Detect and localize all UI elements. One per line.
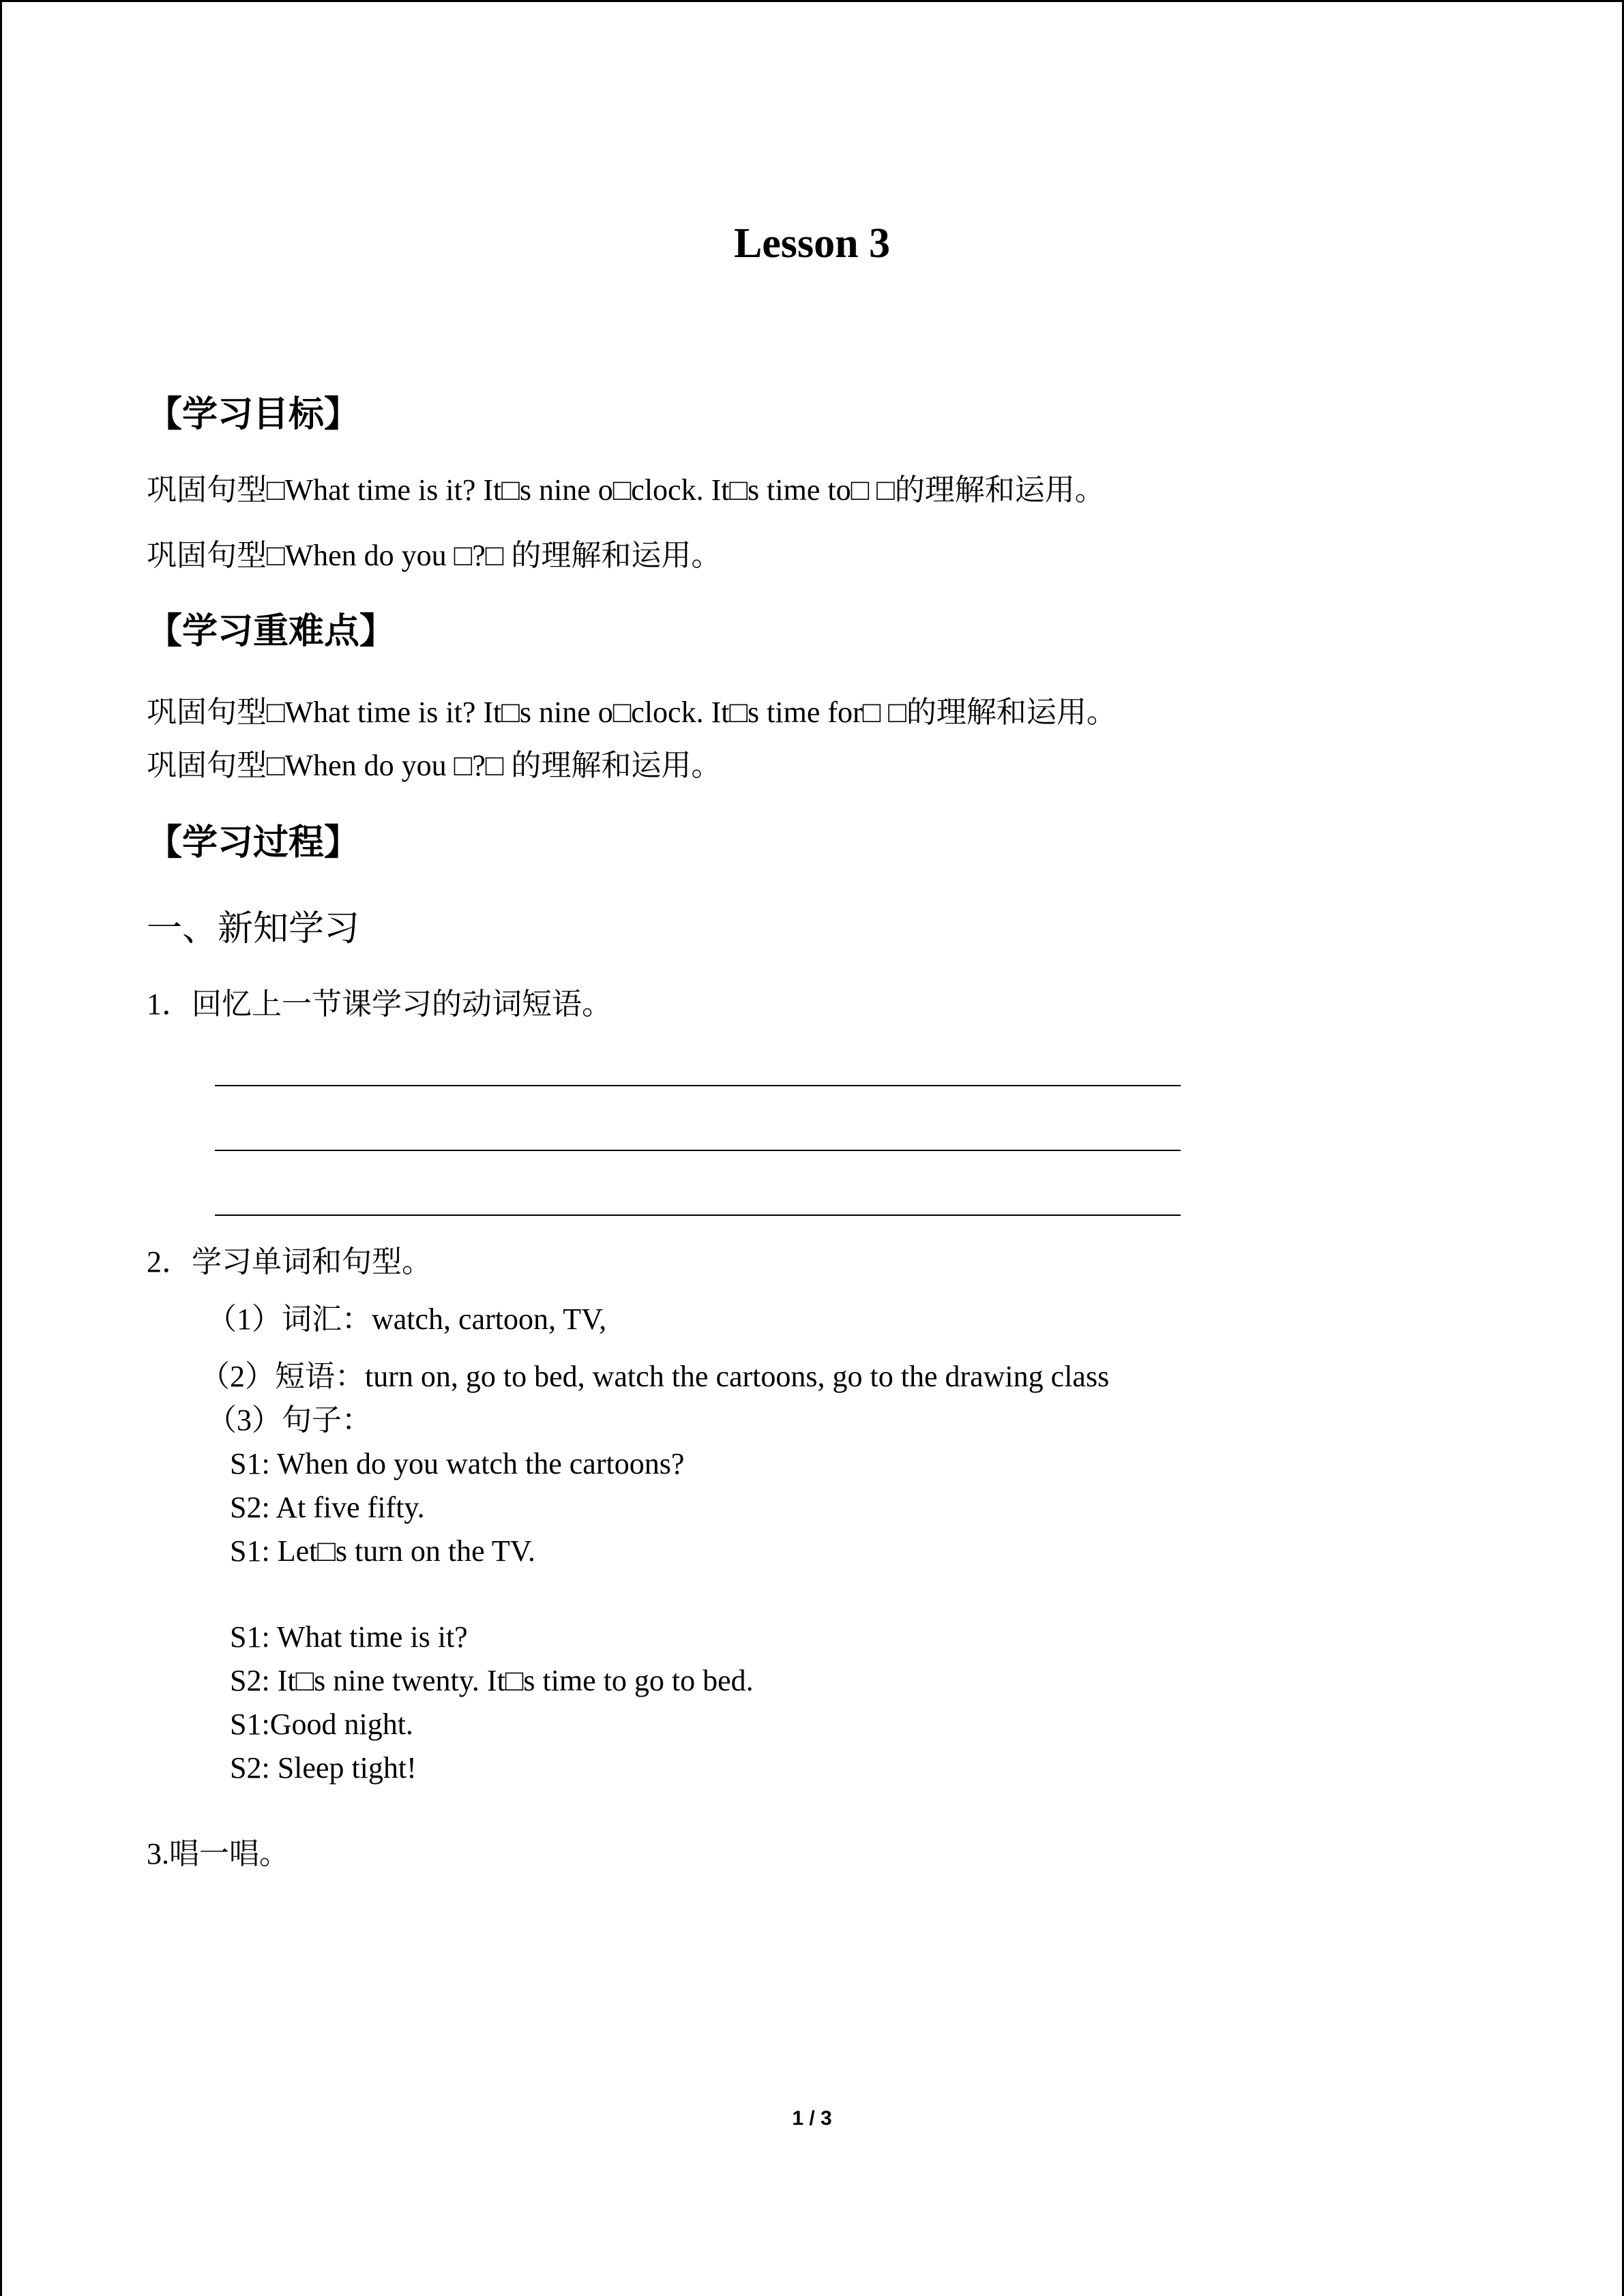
process-heading: 【学习过程】	[147, 822, 360, 863]
dialogue-line: S1: When do you watch the cartoons?	[230, 1447, 685, 1480]
objective-item-1: 巩固句型□What time is it? It□s nine o□clock. It□s time to□ □的理解和运用。	[147, 473, 1105, 507]
sentences-label: （3）句子：	[207, 1403, 372, 1437]
dialogue-line: S1: Let□s turn on the TV.	[230, 1534, 535, 1568]
question-1: 1．回忆上一节课学习的动词短语。	[147, 987, 612, 1021]
key-points-heading: 【学习重难点】	[147, 611, 396, 652]
lesson-title: Lesson 3	[733, 220, 891, 267]
answer-blank-line-2[interactable]	[215, 1150, 1181, 1151]
answer-blank-line-3[interactable]	[215, 1214, 1181, 1216]
dialogue-line: S1: What time is it?	[230, 1620, 468, 1654]
key-point-item-1: 巩固句型□What time is it? It□s nine o□clock. It□s time for□ □的理解和运用。	[147, 696, 1117, 729]
question-2: 2．学习单词和句型。	[147, 1245, 432, 1279]
dialogue-line: S2: Sleep tight!	[230, 1751, 417, 1785]
dialogue-line: S2: It□s nine twenty. It□s time to go to bed.	[230, 1664, 754, 1697]
page-number: 1 / 3	[792, 2107, 832, 2130]
key-point-item-2: 巩固句型□When do you □?□ 的理解和运用。	[147, 749, 722, 782]
question-3: 3.唱一唱。	[147, 1837, 289, 1870]
dialogue-line: S2: At five fifty.	[230, 1491, 425, 1524]
objectives-heading: 【学习目标】	[147, 394, 360, 435]
section-new-knowledge: 一、新知学习	[147, 908, 360, 949]
dialogue-line: S1:Good night.	[230, 1708, 413, 1741]
answer-blank-line-1[interactable]	[215, 1085, 1181, 1086]
objective-item-2: 巩固句型□When do you □?□ 的理解和运用。	[147, 539, 722, 572]
vocabulary-line: （1）词汇：watch, cartoon, TV,	[207, 1302, 607, 1336]
phrases-line: （2）短语：turn on, go to bed, watch the cartoons, go to the drawing class	[200, 1360, 1110, 1393]
